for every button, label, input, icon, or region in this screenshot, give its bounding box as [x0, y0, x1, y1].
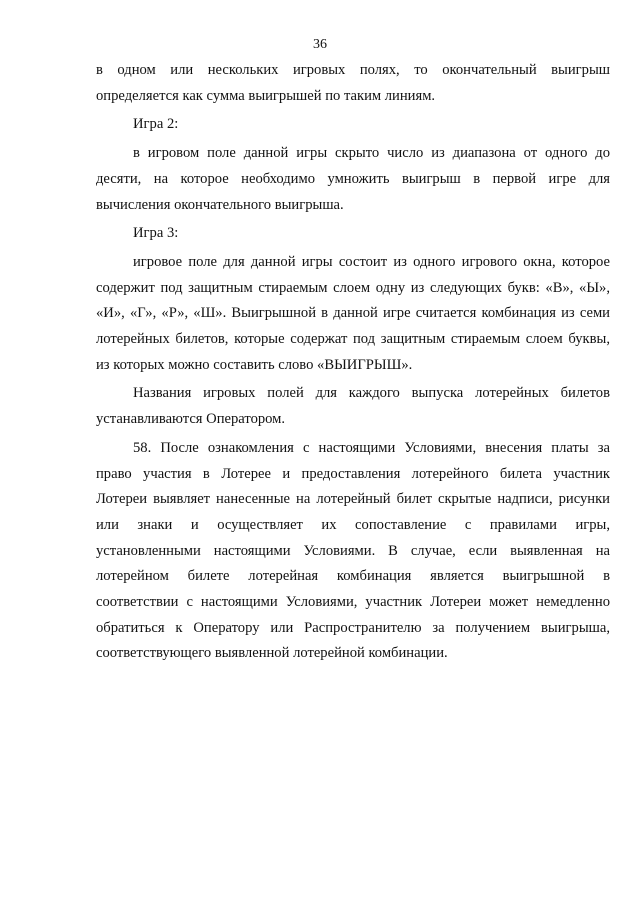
text-line: Названия игровых полей для каждого выпуска лотерейных билетов: [133, 385, 610, 402]
text-line: право участия в Лотерее и предоставления лотерейного билета участник: [96, 465, 610, 482]
text-line: вычисления окончательного выигрыша.: [96, 196, 344, 213]
text-line: в игровом поле данной игры скрыто число из диапазона от одного до: [133, 145, 610, 162]
page-number: 36: [313, 37, 327, 52]
clause-58-paragraph: [96, 436, 610, 667]
game-2-description: [96, 141, 610, 218]
text-line: 58. После ознакомления с настоящими Условиями, внесения платы за: [133, 439, 610, 456]
game-3-heading: [96, 221, 610, 247]
text-line: Игра 2:: [133, 116, 179, 133]
text-line: «И», «Г», «Р», «Ш». Выигрышной в данной игре считается комбинация из семи: [96, 305, 610, 322]
text-line: устанавливаются Оператором.: [96, 411, 286, 428]
text-line: из которых можно составить слово «ВЫИГРЫШ».: [96, 356, 413, 373]
text-line: установленными настоящими Условиями. В случае, если выявленная на: [96, 542, 610, 559]
document-body: [96, 58, 610, 667]
text-line: Лотереи выявляет нанесенные на лотерейный билет скрытые надписи, рисунки: [96, 491, 610, 508]
game-3-description: [96, 250, 610, 379]
text-line: соответствии с настоящими Условиями, участник Лотереи может немедленно: [96, 594, 610, 611]
game-2-heading: [96, 112, 610, 138]
text-line: в одном или нескольких игровых полях, то окончательный выигрыш: [96, 62, 610, 78]
text-line: определяется как сумма выигрышей по таким линиям.: [96, 87, 436, 104]
text-line: лотерейном билете лотерейная комбинация является выигрышной в: [96, 568, 610, 585]
text-line: игровое поле для данной игры состоит из одного игрового окна, которое: [133, 253, 610, 270]
text-line: обратиться к Оператору или Распространителю за получением выигрыша,: [96, 619, 610, 636]
text-line: Игра 3:: [133, 225, 179, 242]
text-line: десяти, на которое необходимо умножить выигрыш в первой игре для: [96, 170, 610, 187]
text-line: лотерейных билетов, которые содержат под защитным стираемым слоем буквы,: [96, 331, 610, 348]
text-line: или знаки и осуществляет их сопоставление с правилами игры,: [96, 516, 610, 533]
text-line: содержит под защитным стираемым слоем одну из следующих букв: «В», «Ы»,: [96, 279, 610, 296]
text-line: соответствующего выявленной лотерейной комбинации.: [96, 645, 448, 662]
paragraph-continuation: [96, 58, 610, 109]
game-field-names-paragraph: [96, 381, 610, 432]
